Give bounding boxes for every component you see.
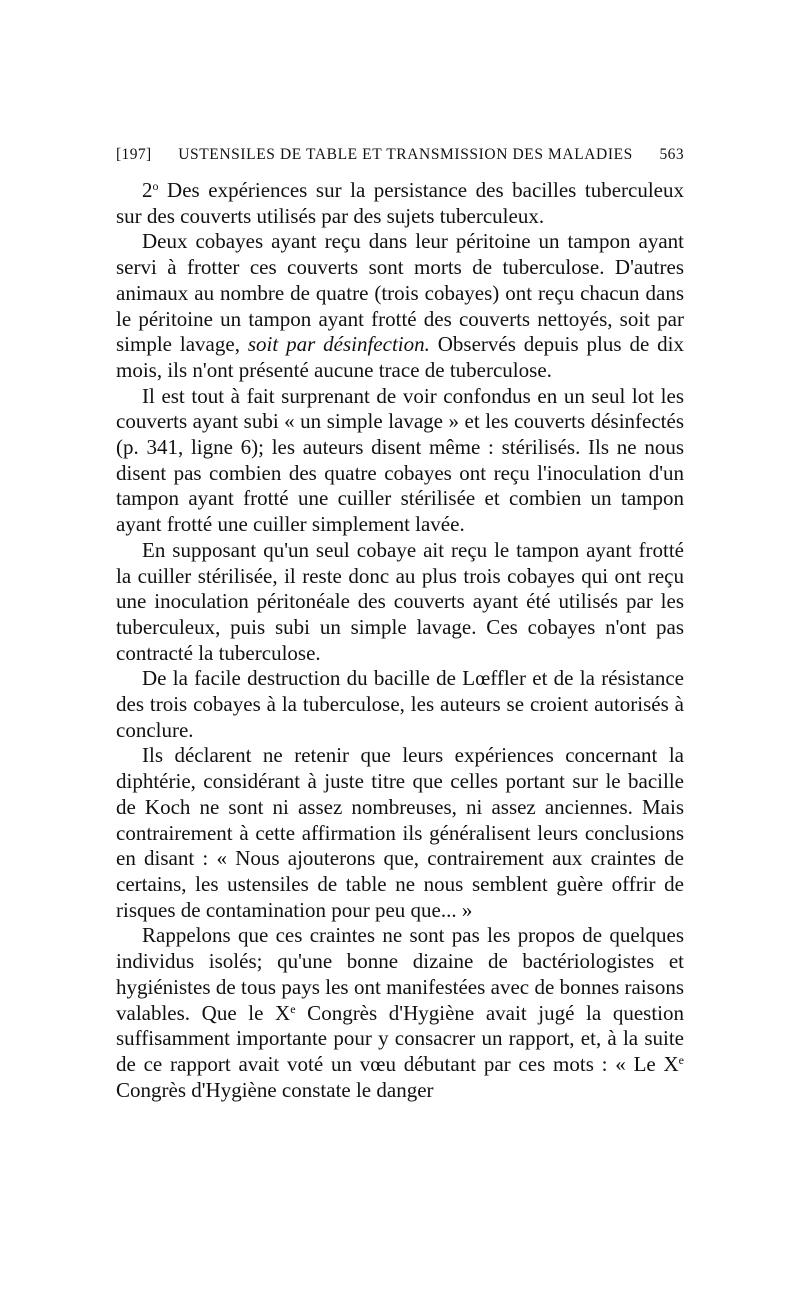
paragraph-7-text-c: Congrès d'Hygiène constate le danger xyxy=(116,1077,434,1102)
paragraph-7-sup-2: e xyxy=(678,1052,684,1067)
body-text xyxy=(116,178,684,1103)
paragraph-1-text: Des expériences sur la persistance des bacilles tuberculeux sur des couverts utilisés par des sujets tuberculeux. xyxy=(116,178,684,228)
paragraph-2 xyxy=(116,229,684,383)
paragraph-7-text-a: Rappelons que ces craintes ne sont pas les propos de quelques individus isolés; qu'une bonne dizaine de bactériologistes et hygiénistes de tous pays les ont manifestées avec de bonnes raisons valables. Que le X xyxy=(116,923,684,1025)
paragraph-1-prefix: 2 xyxy=(142,178,153,202)
paragraph-2-italic: soit par désinfection. xyxy=(247,332,430,357)
running-title: USTENSILES DE TABLE ET TRANSMISSION DES MALADIES xyxy=(178,146,633,163)
paragraph-7-sup-1: e xyxy=(290,1001,296,1016)
running-head xyxy=(116,146,684,164)
paragraph-6: Ils déclarent ne retenir que leurs expériences concernant la diphtérie, considérant à juste titre que celles portant sur le bacille de Koch ne sont ni assez nombreuses, ni assez anciennes. Mais contrairement à cette affirmation ils généralisent leurs conclusions en disant : « Nous ajouterons que, contrairement aux craintes de certains, les ustensiles de table ne nous semblent guère offrir de risques de contamination pour peu que... » xyxy=(116,743,684,922)
paragraph-7 xyxy=(116,923,684,1103)
paragraph-2-text-b: Observés depuis plus de dix mois, ils n'ont présenté aucune trace de tuberculose. xyxy=(116,332,684,382)
page-number: 563 xyxy=(659,146,684,163)
section-number: [197] xyxy=(116,146,152,163)
paragraph-7-text-b: Congrès d'Hygiène avait jugé la question suffisamment importante pour y consacrer un rapport, et, à la suite de ce rapport avait voté un vœu débutant par ces mots : « Le X xyxy=(116,1000,684,1076)
paragraph-5: De la facile destruction du bacille de Lœffler et de la résistance des trois cobayes à la tuberculose, les auteurs se croient autorisés à conclure. xyxy=(116,666,684,742)
book-page xyxy=(116,146,684,1103)
paragraph-2-text-a: Deux cobayes ayant reçu dans leur péritoine un tampon ayant servi à frotter ces couverts sont morts de tuberculose. D'autres animaux au nombre de quatre (trois cobayes) ont reçu chacun dans le péritoine un tampon ayant frotté des couverts nettoyés, soit par simple lavage, xyxy=(116,229,684,357)
paragraph-1-prefix-sup: o xyxy=(152,179,159,193)
paragraph-3: Il est tout à fait surprenant de voir confondus en un seul lot les couverts ayant subi « un simple lavage » et les couverts désinfectés (p. 341, ligne 6); les auteurs disent même : stérilisés. Ils ne nous disent pas combien des quatre cobayes ont reçu l'inoculation d'un tampon ayant frotté une cuiller stérilisée et combien un tampon ayant frotté une cuiller simplement lavée. xyxy=(116,383,684,537)
paragraph-1 xyxy=(116,178,684,229)
paragraph-4: En supposant qu'un seul cobaye ait reçu le tampon ayant frotté la cuiller stérilisée, il reste donc au plus trois cobayes qui ont reçu une inoculation péritonéale des couverts ayant été utilisés par les tuberculeux, puis subi un simple lavage. Ces cobayes n'ont pas contracté la tuberculose. xyxy=(116,537,684,665)
